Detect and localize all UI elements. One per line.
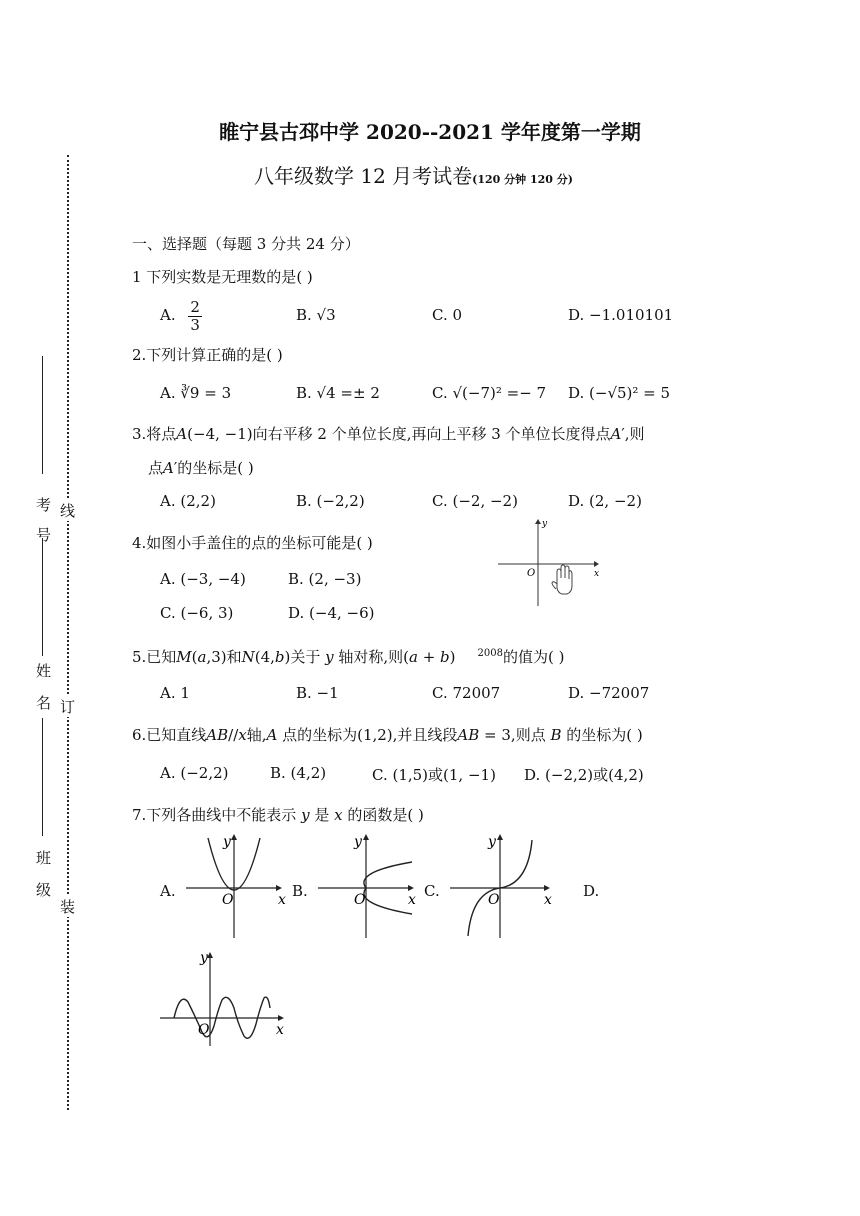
q7a-y-label: y bbox=[223, 834, 231, 850]
q3-option-b: B. (−2,2) bbox=[296, 492, 365, 510]
q7b-origin: O bbox=[354, 892, 366, 908]
q1-option-c: C. 0 bbox=[432, 306, 463, 324]
q7a-x-arrow bbox=[276, 885, 282, 891]
q5-stem-text: 5.已知𝑀(𝑎,3)和𝑁(4,𝑏)关于 𝑦 轴对称,则(𝑎 + 𝑏) bbox=[132, 648, 456, 666]
q4-option-c: C. (−6, 3) bbox=[160, 604, 234, 622]
q5-option-a: A. 1 bbox=[160, 684, 190, 702]
q4-option-d: D. (−4, −6) bbox=[288, 604, 375, 622]
q3-option-d: D. (2, −2) bbox=[568, 492, 642, 510]
q3-option-c: C. (−2, −2) bbox=[432, 492, 518, 510]
q2-option-d: D. (−√5)² = 5 bbox=[568, 384, 671, 402]
q1-a-label: A. bbox=[160, 306, 176, 324]
q7c-x-label: x bbox=[544, 892, 552, 908]
q3-stem: 3.将点𝐴(−4, −1)向右平移 2 个单位长度,再向上平移 3 个单位长度得点𝐴′,则 bbox=[132, 425, 645, 443]
section-heading: 一、选择题（每题 3 分共 24 分） bbox=[132, 235, 360, 253]
q7-option-c-label: C. bbox=[424, 882, 440, 900]
q5-option-b: B. −1 bbox=[296, 684, 339, 702]
subtitle-text: 八年级数学 12 月考试卷 bbox=[254, 164, 473, 188]
q7-stem: 7.下列各曲线中不能表示 𝑦 是 𝑥 的函数是( ) bbox=[132, 806, 424, 824]
q6-option-a: A. (−2,2) bbox=[160, 764, 229, 782]
label-kaohao: 考号 bbox=[36, 496, 52, 544]
q7c-y-label: y bbox=[488, 834, 496, 850]
q7-option-b-label: B. bbox=[292, 882, 308, 900]
q6-option-b: B. (4,2) bbox=[270, 764, 327, 782]
q5-option-c: C. 72007 bbox=[432, 684, 501, 702]
q1-option-b: B. √3 bbox=[296, 306, 336, 324]
q1-a-denominator: 3 bbox=[190, 315, 200, 334]
q1-a-numerator: 2 bbox=[190, 298, 200, 316]
q7a-x-label: x bbox=[278, 892, 286, 908]
q1-option-d: D. −1.010101 bbox=[568, 306, 674, 324]
q4-x-arrow bbox=[594, 561, 599, 567]
q4-y-arrow bbox=[535, 519, 541, 524]
q5-stem bbox=[132, 646, 564, 667]
q4-option-b: B. (2, −3) bbox=[288, 570, 362, 588]
q5-stem-tail: 的值为( ) bbox=[502, 648, 565, 666]
q7d-x-arrow bbox=[278, 1015, 284, 1021]
q7d-y-label: y bbox=[200, 950, 208, 966]
kaohao-blank-line bbox=[42, 356, 43, 474]
q4-y-label: y bbox=[542, 519, 548, 529]
q7c-y-arrow bbox=[497, 834, 503, 840]
q7d-origin: O bbox=[198, 1022, 210, 1038]
q7-graph-b bbox=[314, 832, 424, 942]
binding-dotted-line bbox=[67, 155, 69, 1110]
q7b-x-label: x bbox=[408, 892, 416, 908]
page-title: 睢宁县古邳中学 2020--2021 学年度第一学期 bbox=[219, 120, 641, 144]
q7-option-a-label: A. bbox=[160, 882, 176, 900]
q7-option-d-label: D. bbox=[583, 882, 600, 900]
q6-option-c: C. (1,5)或(1, −1) bbox=[372, 766, 496, 784]
q7c-x-arrow bbox=[544, 885, 550, 891]
q3-stem-line2: 点𝐴′的坐标是( ) bbox=[148, 459, 254, 477]
q1-a-fraction bbox=[188, 299, 202, 333]
xingming-blank-line bbox=[42, 538, 43, 656]
subtitle-duration: (120 分钟 120 分) bbox=[472, 173, 573, 186]
q7b-x-arrow bbox=[408, 885, 414, 891]
q4-coordinate-figure bbox=[494, 518, 604, 608]
q2-option-b: B. √4 =± 2 bbox=[296, 384, 380, 402]
q7-graph-c bbox=[446, 832, 556, 942]
q1-option-a bbox=[160, 299, 202, 333]
q4-origin-label: O bbox=[527, 568, 536, 579]
label-xingming: 姓名 bbox=[36, 662, 52, 712]
label-banji: 班级 bbox=[36, 849, 52, 899]
q2-option-a: A. ∛9 = 3 bbox=[160, 384, 232, 402]
q2-option-c: C. √(−7)² =− 7 bbox=[432, 384, 547, 402]
q7d-x-label: x bbox=[276, 1022, 284, 1038]
q4-stem: 4.如图小手盖住的点的坐标可能是( ) bbox=[132, 534, 373, 552]
hand-icon bbox=[552, 565, 572, 594]
banji-blank-line bbox=[42, 718, 43, 836]
q4-option-a: A. (−3, −4) bbox=[160, 570, 246, 588]
q2-stem: 2.下列计算正确的是( ) bbox=[132, 346, 283, 364]
q7-graph-d bbox=[156, 948, 292, 1048]
q5-option-d: D. −72007 bbox=[568, 684, 650, 702]
q6-stem: 6.已知直线𝐴𝐵//𝑥轴,𝐴 点的坐标为(1,2),并且线段𝐴𝐵 = 3,则点 𝐵 的坐标为( ) bbox=[132, 726, 643, 744]
label-ding: 订 bbox=[60, 698, 76, 716]
q7c-origin: O bbox=[488, 892, 500, 908]
q7-graph-a bbox=[178, 832, 288, 942]
q5-exponent: 2008 bbox=[477, 648, 503, 659]
page-subtitle bbox=[254, 160, 573, 189]
q7b-y-label: y bbox=[354, 834, 362, 850]
q7a-origin: O bbox=[222, 892, 234, 908]
q4-x-label: x bbox=[594, 569, 600, 579]
q3-option-a: A. (2,2) bbox=[160, 492, 216, 510]
q7b-y-arrow bbox=[363, 834, 369, 840]
q6-option-d: D. (−2,2)或(4,2) bbox=[524, 766, 644, 784]
q7a-y-arrow bbox=[231, 834, 237, 840]
label-zhuang: 装 bbox=[60, 898, 76, 916]
q1-stem: 1 下列实数是无理数的是( ) bbox=[132, 268, 313, 286]
label-xian: 线 bbox=[60, 502, 76, 520]
